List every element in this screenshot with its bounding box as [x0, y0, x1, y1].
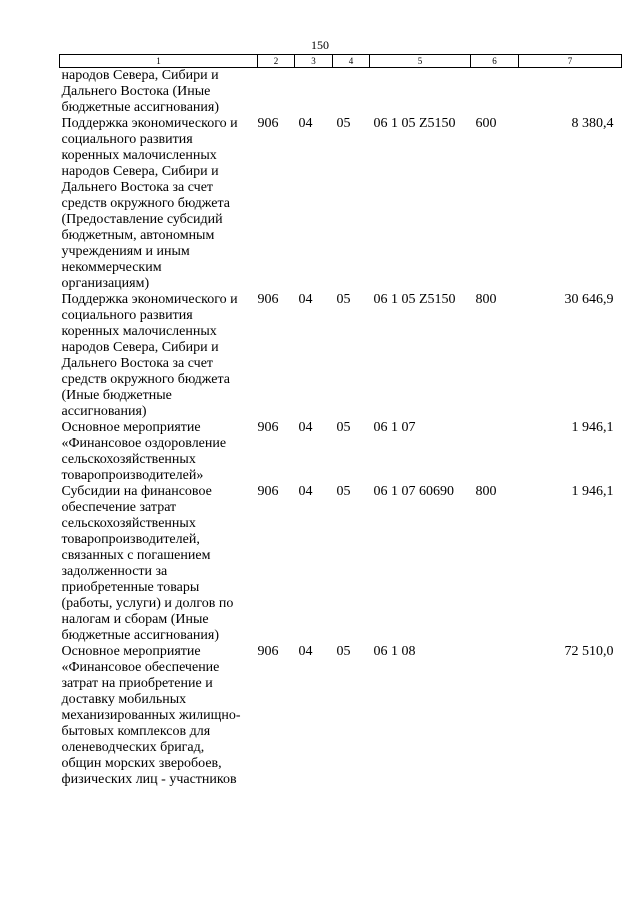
- row-section: 04: [298, 116, 313, 131]
- row-name: Поддержка экономического и социального развития коренных малочисленных народов Севера, Сибири и Дальнего Востока за счет средств окружного бюджета (Иные бюджетные ассигнования): [61, 292, 238, 419]
- row-subsection: 05: [336, 644, 351, 659]
- column-header-1: 1: [60, 55, 258, 68]
- row-section: [295, 68, 333, 117]
- row-name: Основное мероприятие «Финансовое оздоровление сельскохозяйственных товаропроизводителей»: [61, 420, 227, 483]
- column-header-6: 6: [471, 55, 519, 68]
- row-subsection: 05: [336, 116, 351, 131]
- row-expense-type: [471, 420, 519, 484]
- row-expense-type: [471, 644, 519, 788]
- row-target-article: 06 1 05 Z5150: [373, 292, 456, 307]
- column-header-2: 2: [258, 55, 295, 68]
- table-header-row: [60, 55, 622, 68]
- row-expense-type: 800: [475, 292, 497, 307]
- row-name: Субсидии на финансовое обеспечение затрат сельскохозяйственных товаропроизводителей, связанных с погашением задолженности за приобретенные товары (работы, услуги) и долгов по налогам и сборам (Иные бюджетные ассигнования): [61, 484, 234, 643]
- page-number: 150: [311, 38, 329, 52]
- row-amount: 1 946,1: [571, 420, 614, 435]
- row-target-article: 06 1 07: [373, 420, 416, 435]
- row-section: 04: [298, 484, 313, 499]
- column-header-7: 7: [519, 55, 622, 68]
- row-target-article: [370, 68, 471, 117]
- row-target-article: 06 1 05 Z5150: [373, 116, 456, 131]
- table-row: [60, 116, 622, 292]
- row-subsection: 05: [336, 484, 351, 499]
- table-row: [60, 644, 622, 788]
- column-header-3: 3: [295, 55, 333, 68]
- row-amount: 72 510,0: [564, 644, 614, 659]
- row-target-article: 06 1 08: [373, 644, 416, 659]
- column-header-4: 4: [333, 55, 370, 68]
- budget-table: [59, 54, 622, 788]
- row-name: Основное мероприятие «Финансовое обеспечение затрат на приобретение и доставку мобильных механизированных жилищно- бытовых комплексов для оленеводческих бригад, общин морских зверобоев, физических лиц - участников: [61, 644, 241, 787]
- row-section: 04: [298, 420, 313, 435]
- row-amount: [519, 68, 622, 117]
- column-header-5: 5: [370, 55, 471, 68]
- table-row: [60, 420, 622, 484]
- row-expense-type: [471, 68, 519, 117]
- row-name: Поддержка экономического и социального развития коренных малочисленных народов Севера, Сибири и Дальнего Востока за счет средств окружного бюджета (Предоставление субсидий бюджетным, автономным учреждениям и иным некоммерческим организациям): [61, 116, 238, 291]
- row-code-admin: [258, 68, 295, 117]
- row-name: народов Севера, Сибири и Дальнего Востока (Иные бюджетные ассигнования): [61, 68, 220, 115]
- row-expense-type: 600: [475, 116, 497, 131]
- row-subsection: 05: [336, 420, 351, 435]
- table-row: [60, 292, 622, 420]
- row-target-article: 06 1 07 60690: [373, 484, 454, 499]
- table-row: [60, 484, 622, 644]
- table-row: [60, 68, 622, 117]
- row-code-admin: 906: [257, 484, 279, 499]
- row-section: 04: [298, 292, 313, 307]
- row-code-admin: 906: [257, 420, 279, 435]
- row-section: 04: [298, 644, 313, 659]
- row-amount: 8 380,4: [571, 116, 614, 131]
- row-subsection: [333, 68, 370, 117]
- row-code-admin: 906: [257, 644, 279, 659]
- row-code-admin: 906: [257, 292, 279, 307]
- row-amount: 30 646,9: [564, 292, 614, 307]
- row-expense-type: 800: [475, 484, 497, 499]
- row-code-admin: 906: [257, 116, 279, 131]
- row-amount: 1 946,1: [571, 484, 614, 499]
- row-subsection: 05: [336, 292, 351, 307]
